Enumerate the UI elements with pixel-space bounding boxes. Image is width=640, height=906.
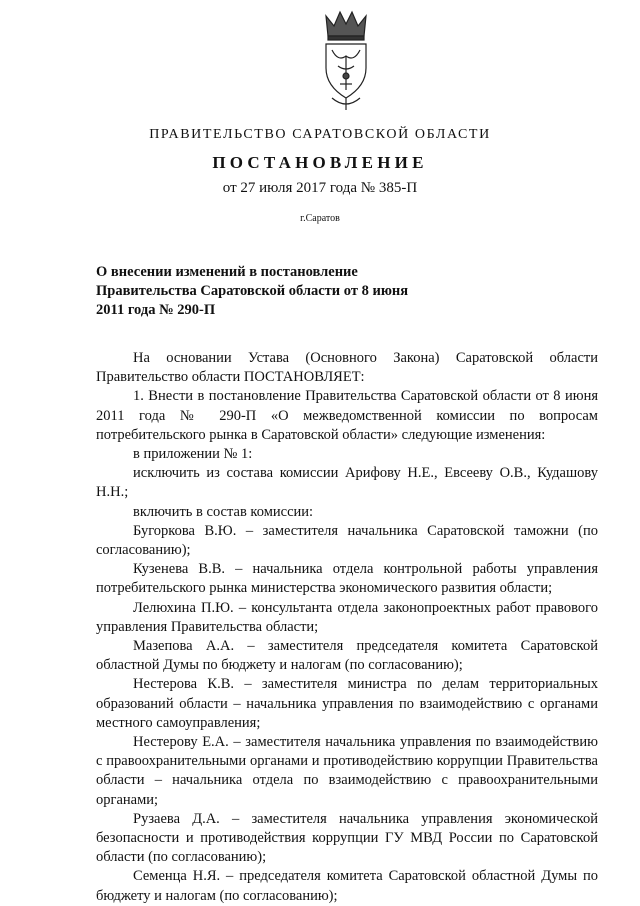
body-paragraph: Кузенева В.В. – начальника отдела контрольной работы управления потребительского рынка министерства экономического развития области; — [96, 561, 598, 597]
subject-line: Правительства Саратовской области — [96, 283, 341, 299]
subject-line: от 8 июня 2011 года № 290-П — [96, 283, 409, 318]
body-paragraph: Нестерову Е.А. – заместителя начальника управления по взаимодействию с правоохранительными органами и противодействию коррупции Правительства области – начальника отдела по взаимодействию с правоохранительными органами; — [96, 734, 598, 808]
government-name: ПРАВИТЕЛЬСТВО САРАТОВСКОЙ ОБЛАСТИ — [149, 127, 491, 142]
body-paragraph: исключить из состава комиссии Арифову Н.Е., Евсееву О.В., Кудашову Н.Н.; — [96, 465, 598, 501]
body-paragraph: 1. Внести в постановление Правительства Саратовской области от 8 июня 2011 года № 290-П «О межведомственной комиссии по вопросам потребительского рынка в Саратовской области» следующие изменения: — [96, 388, 598, 443]
body-paragraph: На основании Устава (Основного Закона) Саратовской области Правительство области ПОСТАНОВЛЯЕТ: — [96, 350, 598, 386]
document-type: ПОСТАНОВЛЕНИЕ — [212, 153, 428, 172]
body-paragraph: Нестерова К.В. – заместителя министра по делам территориальных образований области – начальника управления по взаимодействию с органами местного самоуправления; — [96, 676, 598, 731]
document-date-number: от 27 июля 2017 года № 385-П — [222, 180, 418, 196]
body-paragraph: в приложении № 1: — [133, 446, 253, 463]
document-subject — [96, 263, 416, 320]
body-paragraph: Лелюхина П.Ю. – консультанта отдела законопроектных работ правового управления Правительства области; — [96, 599, 598, 635]
body-paragraph: Бугоркова В.Ю. – заместителя начальника Саратовской таможни (по согласованию); — [96, 522, 598, 559]
document-city: г.Саратов — [300, 213, 340, 224]
body-paragraph: Мазепова А.А. – заместителя председателя комитета Саратовской областной Думы по бюджету и налогам (по согласованию); — [96, 638, 598, 674]
document-body — [96, 349, 598, 906]
subject-line: О внесении изменений в постановление — [96, 264, 358, 280]
coat-of-arms-emblem — [318, 6, 374, 112]
body-paragraph: Рузаева Д.А. – заместителя начальника управления экономической безопасности и противодействия коррупции ГУ МВД России по Саратовской области (по согласованию); — [96, 810, 598, 866]
body-paragraph: включить в состав комиссии: — [133, 503, 314, 520]
body-paragraph: Семенца Н.Я. – председателя комитета Саратовской областной Думы по бюджету и налогам (по согласованию); — [96, 868, 598, 904]
